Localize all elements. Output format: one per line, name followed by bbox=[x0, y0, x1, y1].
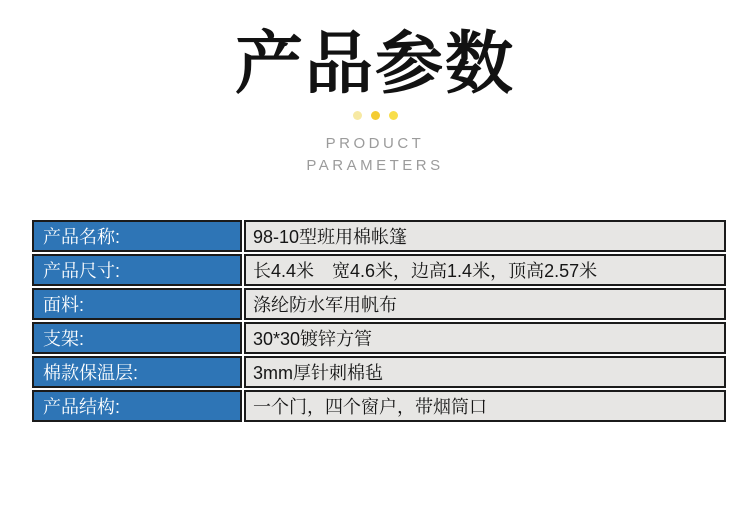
row-value: 3mm厚针刺棉毡 bbox=[244, 356, 726, 388]
row-label: 面料: bbox=[32, 288, 242, 320]
row-value: 长4.4米 宽4.6米，边高1.4米，顶高2.57米 bbox=[244, 254, 726, 286]
page-title: 产品参数 bbox=[234, 26, 515, 102]
page-header bbox=[0, 28, 750, 177]
subtitle-line-2: PARAMETERS bbox=[306, 156, 444, 174]
divider-dots bbox=[0, 110, 750, 120]
table-row bbox=[32, 322, 726, 354]
dot-icon bbox=[371, 111, 380, 120]
row-value: 30*30镀锌方管 bbox=[244, 322, 726, 354]
dot-icon bbox=[353, 111, 362, 120]
table-row bbox=[32, 356, 726, 388]
table-row bbox=[32, 220, 726, 252]
row-label: 产品尺寸: bbox=[32, 254, 242, 286]
row-value: 98-10型班用棉帐篷 bbox=[244, 220, 726, 252]
subtitle-line-1: PRODUCT bbox=[325, 135, 425, 153]
row-label: 产品结构: bbox=[32, 390, 242, 422]
row-value: 涤纶防水军用帆布 bbox=[244, 288, 726, 320]
table-row bbox=[32, 288, 726, 320]
row-value: 一个门，四个窗户，带烟筒口 bbox=[244, 390, 726, 422]
page-subtitle bbox=[0, 133, 750, 177]
table-row bbox=[32, 390, 726, 422]
row-label: 产品名称: bbox=[32, 220, 242, 252]
table-row bbox=[32, 254, 726, 286]
row-label: 棉款保温层: bbox=[32, 356, 242, 388]
dot-icon bbox=[389, 111, 398, 120]
row-label: 支架: bbox=[32, 322, 242, 354]
spec-table bbox=[30, 218, 728, 424]
